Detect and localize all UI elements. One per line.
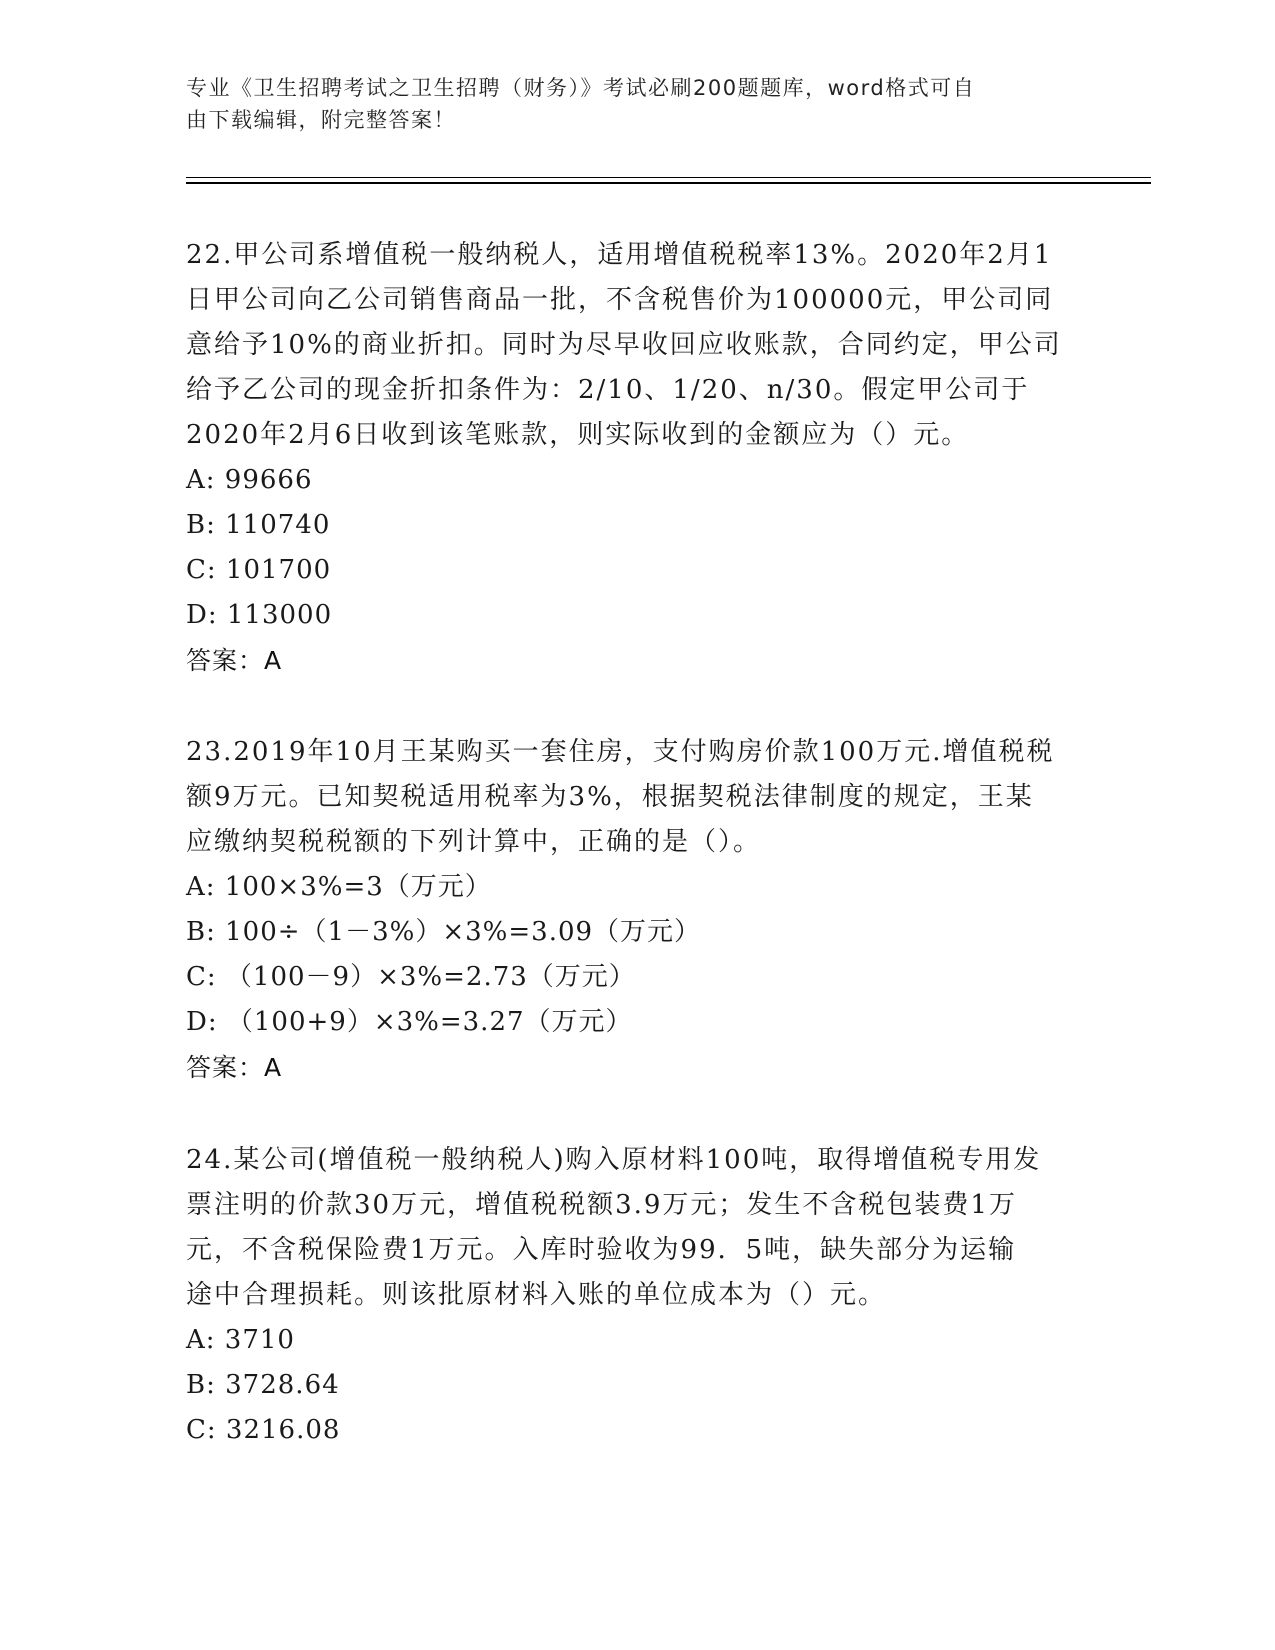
option-a: A: 3710: [186, 1325, 295, 1355]
option-a: A: 99666: [186, 465, 313, 495]
question-24: [186, 1138, 1086, 1453]
question-stem-line: 票注明的价款30万元，增值税税额3.9万元；发生不含税包装费1万: [186, 1190, 1017, 1220]
option-b: B: 3728.64: [186, 1370, 340, 1400]
option-c: C: 101700: [186, 555, 332, 585]
header-divider-thin: [186, 177, 1151, 178]
header-divider-thick: [186, 182, 1151, 184]
option-a: A: 100×3%=3（万元）: [186, 872, 492, 902]
document-header: [186, 72, 1066, 136]
option-d: D: 113000: [186, 600, 333, 630]
option-d: D: （100+9）×3%=3.27（万元）: [186, 1007, 633, 1037]
question-stem-line: 24.某公司(增值税一般纳税人)购入原材料100吨，取得增值税专用发: [186, 1145, 1042, 1175]
question-stem-line: 日甲公司向乙公司销售商品一批，不含税售价为100000元，甲公司同: [186, 285, 1054, 315]
question-stem-line: 给予乙公司的现金折扣条件为：2/10、1/20、n/30。假定甲公司于: [186, 375, 1030, 405]
option-c: C: （100－9）×3%=2.73（万元）: [186, 962, 636, 992]
question-stem-line: 额9万元。已知契税适用税率为3%，根据契税法律制度的规定，王某: [186, 782, 1034, 812]
question-stem-line: 途中合理损耗。则该批原材料入账的单位成本为（）元。: [186, 1280, 887, 1310]
option-c: C: 3216.08: [186, 1415, 341, 1445]
answer-label: 答案：A: [186, 646, 283, 675]
question-stem-line: 23.2019年10月王某购买一套住房，支付购房价款100万元.增值税税: [186, 737, 1055, 767]
question-stem-line: 应缴纳契税税额的下列计算中，正确的是（）。: [186, 827, 762, 857]
header-line-1: 专业《卫生招聘考试之卫生招聘（财务）》考试必刷200题题库，word格式可自: [186, 76, 976, 100]
question-stem-line: 2020年2月6日收到该笔账款，则实际收到的金额应为（）元。: [186, 420, 970, 450]
question-23: [186, 730, 1086, 1090]
question-22: [186, 233, 1086, 683]
answer-label: 答案：A: [186, 1053, 283, 1082]
option-b: B: 110740: [186, 510, 331, 540]
question-stem-line: 元，不含税保险费1万元。入库时验收为99．5吨，缺失部分为运输: [186, 1235, 1017, 1265]
question-stem-line: 意给予10%的商业折扣。同时为尽早收回应收账款，合同约定，甲公司: [186, 330, 1062, 360]
option-b: B: 100÷（1－3%）×3%=3.09（万元）: [186, 917, 702, 947]
question-stem-line: 22.甲公司系增值税一般纳税人，适用增值税税率13%。2020年2月1: [186, 240, 1053, 270]
header-line-2: 由下载编辑，附完整答案！: [186, 108, 456, 132]
